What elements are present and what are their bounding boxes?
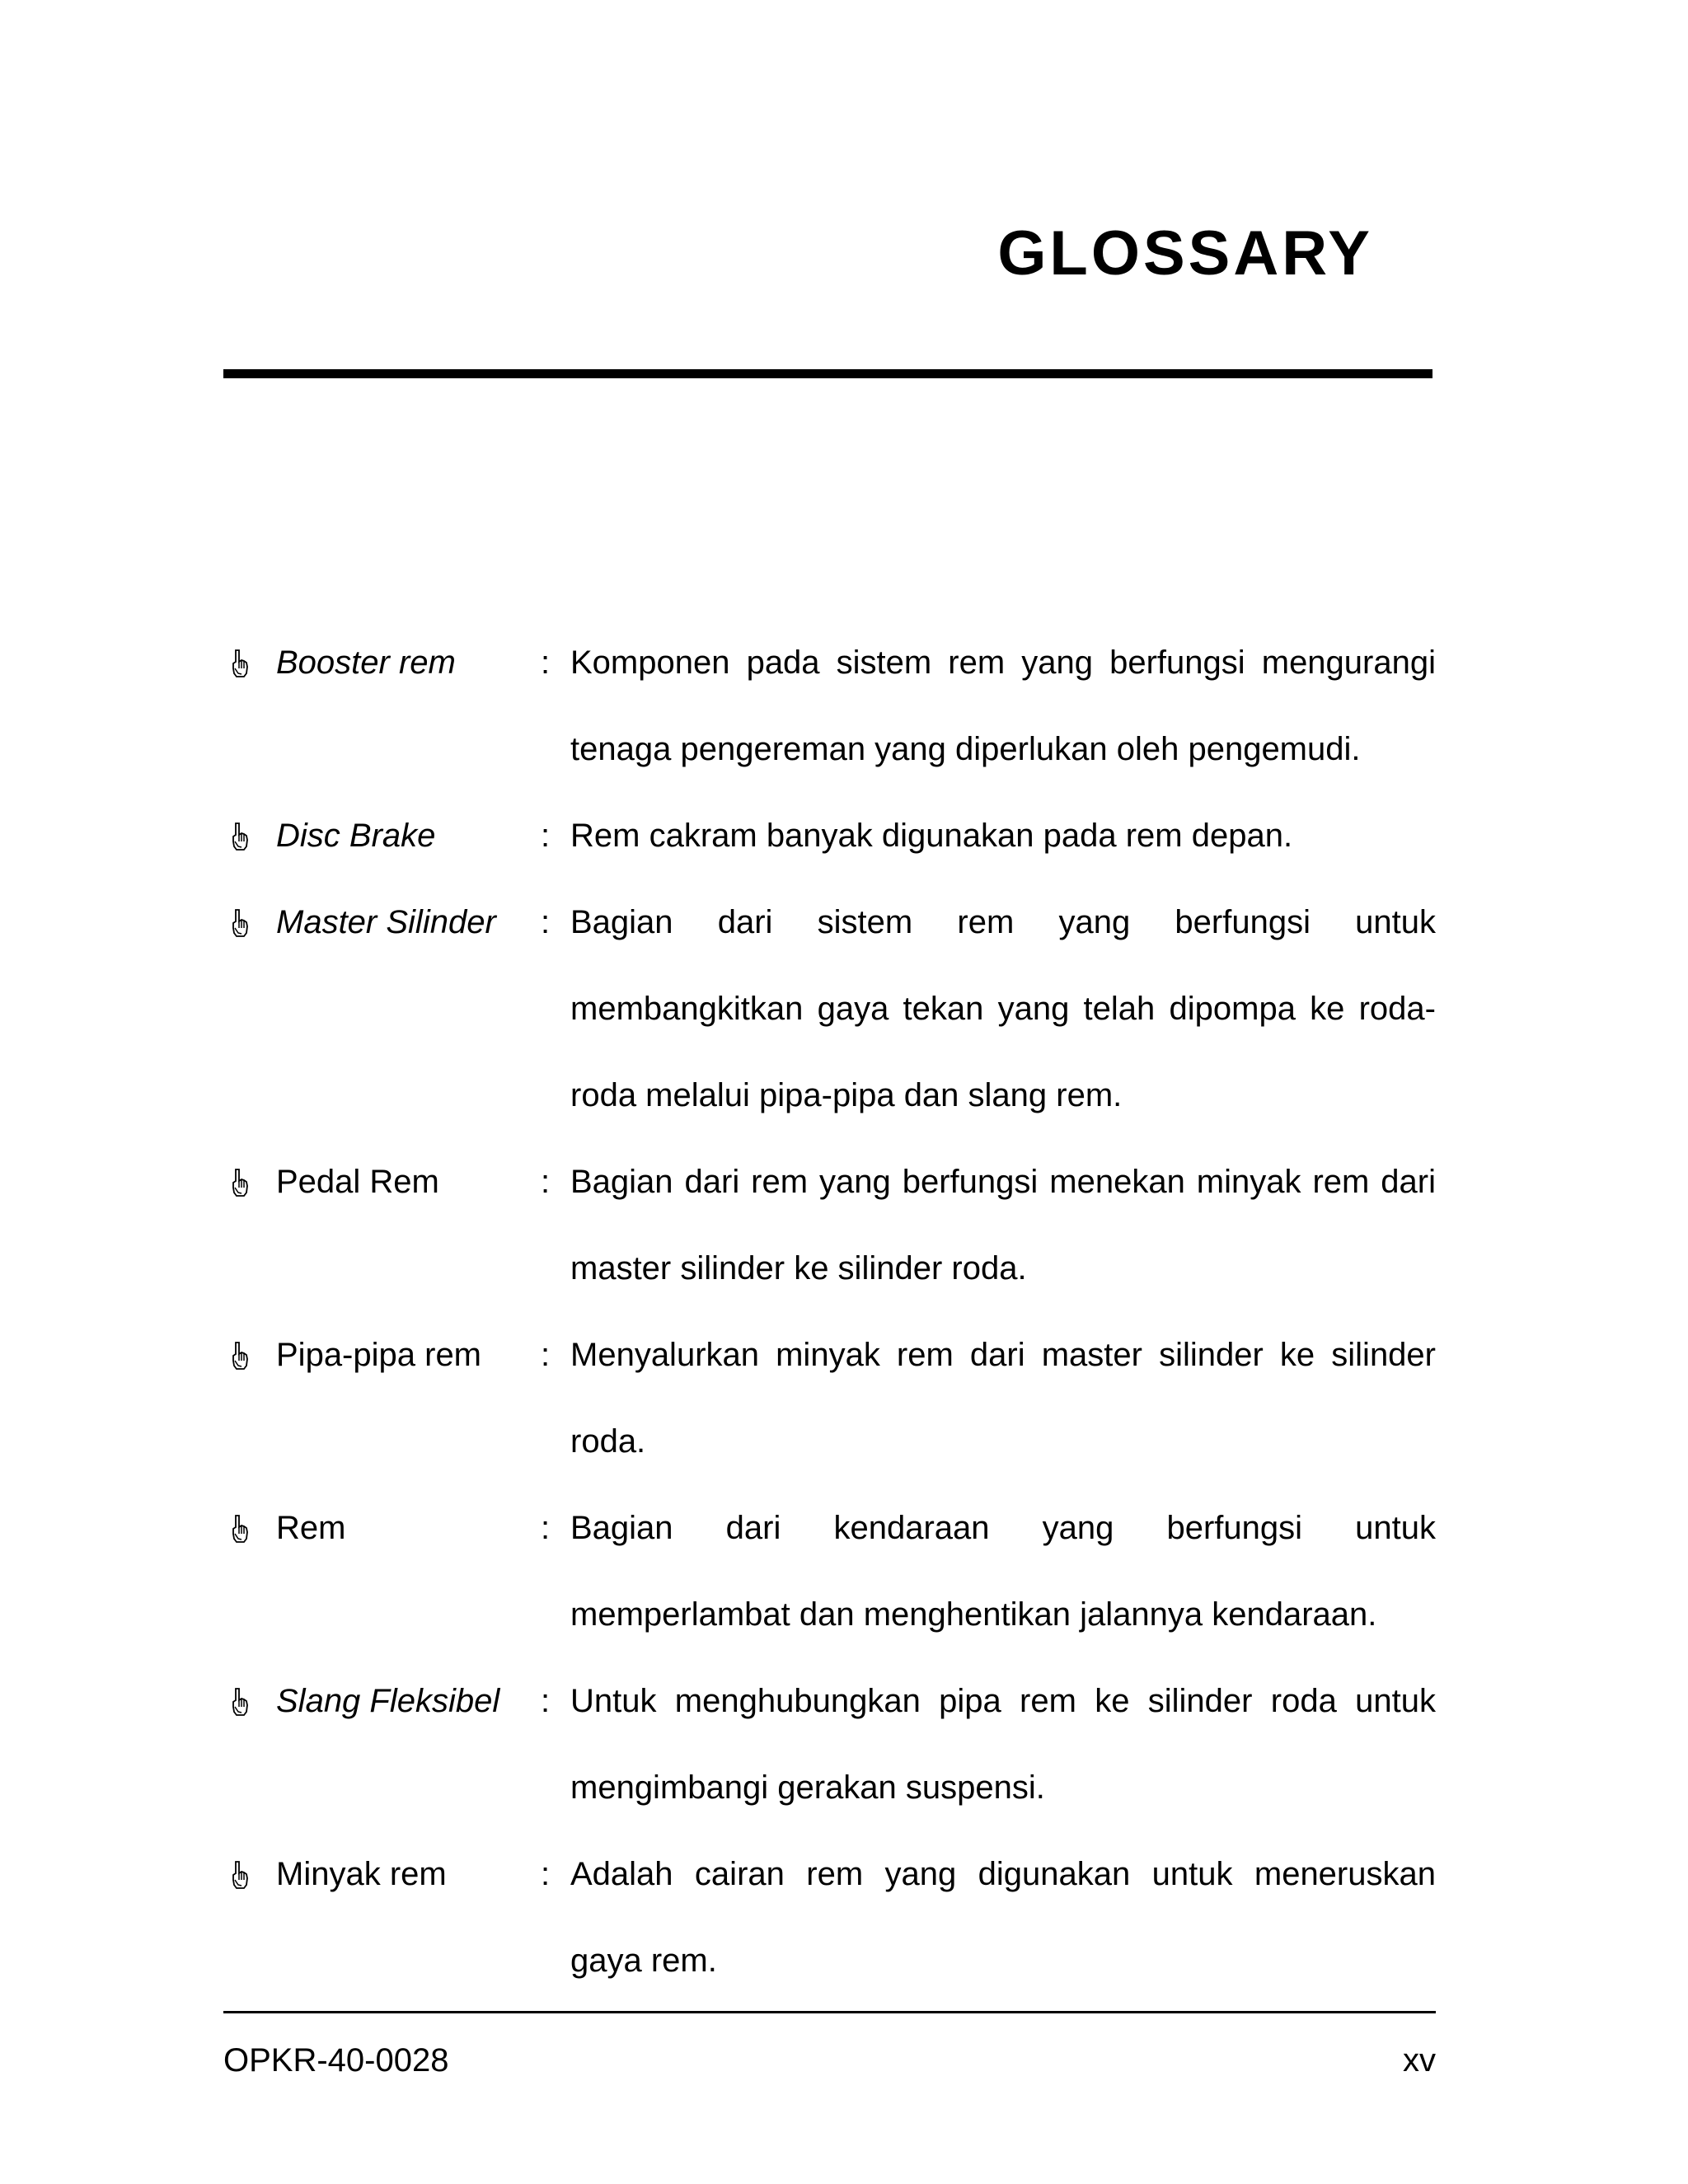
- pointing-hand-icon: [223, 1831, 276, 1918]
- glossary-term: Disc Brake: [276, 818, 436, 854]
- pointing-hand-icon: [223, 879, 276, 966]
- glossary-definition: Bagian dari kendaraan yang berfungsi untuk memperlambat dan menghentikan jalannya kendaraan.: [570, 1510, 1436, 1633]
- glossary-term: Booster rem: [276, 644, 456, 681]
- pointing-hand-icon: [223, 793, 276, 879]
- glossary-term: Rem: [276, 1510, 346, 1546]
- glossary-entry: [223, 1139, 1436, 1312]
- glossary-term: Slang Fleksibel: [276, 1683, 500, 1719]
- glossary-definition: Bagian dari sistem rem yang berfungsi untuk membangkitkan gaya tekan yang telah dipompa ke roda-roda melalui pipa-pipa dan slang rem.: [570, 904, 1436, 1113]
- glossary-entry: [223, 879, 1436, 1139]
- glossary-entry: [223, 793, 1436, 879]
- term-separator: :: [541, 1337, 551, 1373]
- term-separator: :: [541, 1510, 551, 1546]
- term-separator: :: [541, 904, 551, 940]
- page-title: GLOSSARY: [997, 218, 1373, 288]
- glossary-entry: [223, 1485, 1436, 1658]
- document-code: OPKR-40-0028: [223, 2042, 449, 2079]
- glossary-term: Pipa-pipa rem: [276, 1337, 482, 1373]
- pointing-hand-icon: [223, 1658, 276, 1745]
- glossary-list: [223, 620, 1436, 2004]
- term-separator: :: [541, 1164, 551, 1200]
- term-separator: :: [541, 1856, 551, 1892]
- glossary-definition: Rem cakram banyak digunakan pada rem depan.: [570, 818, 1293, 854]
- glossary-entry: [223, 1831, 1436, 2004]
- glossary-term: Master Silinder: [276, 904, 496, 940]
- glossary-definition: Adalah cairan rem yang digunakan untuk meneruskan gaya rem.: [570, 1856, 1436, 1979]
- glossary-entry: [223, 620, 1436, 793]
- pointing-hand-icon: [223, 1312, 276, 1399]
- glossary-entry: [223, 1312, 1436, 1485]
- glossary-term: Minyak rem: [276, 1856, 447, 1892]
- glossary-definition: Komponen pada sistem rem yang berfungsi mengurangi tenaga pengereman yang diperlukan oleh pengemudi.: [570, 644, 1436, 767]
- term-separator: :: [541, 644, 551, 681]
- pointing-hand-icon: [223, 1139, 276, 1226]
- term-separator: :: [541, 818, 551, 854]
- term-separator: :: [541, 1683, 551, 1719]
- glossary-entry: [223, 1658, 1436, 1831]
- footer-divider: [223, 2011, 1436, 2013]
- glossary-definition: Untuk menghubungkan pipa rem ke silinder roda untuk mengimbangi gerakan suspensi.: [570, 1683, 1436, 1806]
- title-divider: [223, 369, 1432, 378]
- glossary-definition: Bagian dari rem yang berfungsi menekan minyak rem dari master silinder ke silinder roda.: [570, 1164, 1436, 1286]
- pointing-hand-icon: [223, 620, 276, 706]
- glossary-definition: Menyalurkan minyak rem dari master silinder ke silinder roda.: [570, 1337, 1436, 1460]
- pointing-hand-icon: [223, 1485, 276, 1572]
- page-number: xv: [1403, 2042, 1436, 2079]
- glossary-term: Pedal Rem: [276, 1164, 439, 1200]
